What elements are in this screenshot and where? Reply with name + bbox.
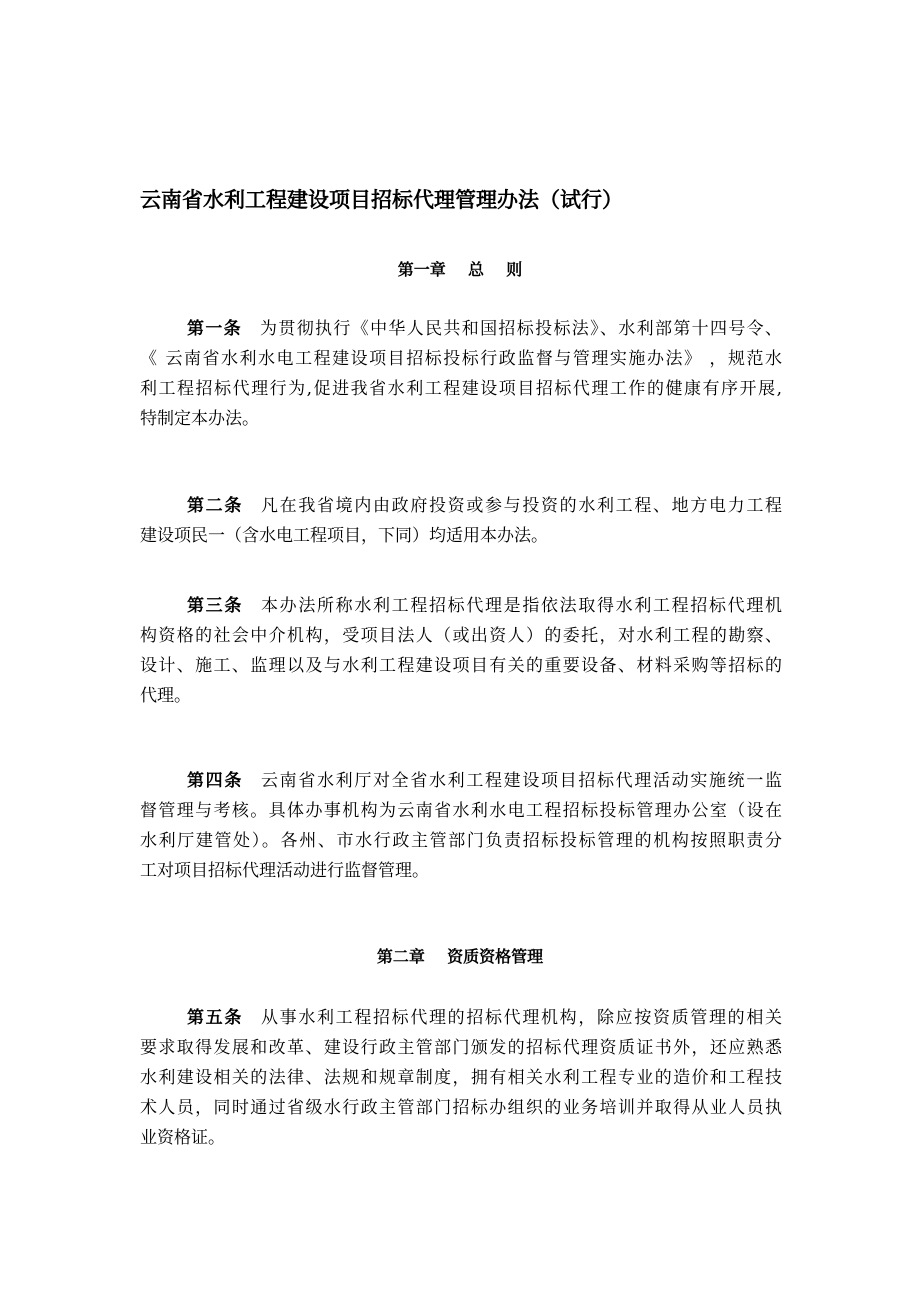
article-text: 《 云南省水利水电工程建设项目招标投标行政监督与管理实施办法》 ，规范水 bbox=[140, 349, 782, 369]
article-number: 第三条 bbox=[187, 596, 243, 616]
article-text: 代理。 bbox=[140, 686, 191, 706]
article-text: 特制定本办法。 bbox=[140, 409, 259, 429]
article-1 bbox=[140, 314, 782, 434]
article-text: 凡在我省境内由政府投资或参与投资的水利工程、地方电力工程 bbox=[261, 496, 782, 516]
article-first-line bbox=[140, 491, 782, 521]
article-4 bbox=[140, 766, 782, 886]
article-text: 水利建设相关的法律、法规和规章制度，拥有相关水利工程专业的造价和工程技 bbox=[140, 1068, 782, 1088]
article-text: 工对项目招标代理活动进行监督管理。 bbox=[140, 861, 429, 881]
article-text: 业资格证。 bbox=[140, 1128, 225, 1148]
article-text: 为贯彻执行《中华人民共和国招标投标法》、水利部第十四号令、 bbox=[260, 319, 782, 339]
article-text: 云南省水利厅对全省水利工程建设项目招标代理活动实施统一监 bbox=[261, 771, 782, 791]
article-5 bbox=[140, 1003, 782, 1153]
article-number: 第二条 bbox=[187, 496, 243, 516]
article-first-line bbox=[140, 1003, 782, 1033]
article-text: 要求取得发展和改革、建设行政主管部门颁发的招标代理资质证书外，还应熟悉 bbox=[140, 1038, 782, 1058]
article-text: 建设项民一（含水电工程项目，下同）均适用本办法。 bbox=[140, 526, 548, 546]
article-number: 第一条 bbox=[187, 319, 243, 339]
article-number: 第四条 bbox=[187, 771, 243, 791]
article-text: 本办法所称水利工程招标代理是指依法取得水利工程招标代理机 bbox=[261, 596, 782, 616]
article-first-line bbox=[140, 591, 782, 621]
article-text: 术人员，同时通过省级水行政主管部门招标办组织的业务培训并取得从业人员执 bbox=[140, 1098, 782, 1118]
article-number: 第五条 bbox=[187, 1008, 243, 1028]
chapter-heading: 第一章 总 则 bbox=[397, 260, 523, 279]
article-text: 构资格的社会中介机构，受项目法人（或出资人）的委托，对水利工程的勘察、 bbox=[140, 626, 782, 646]
article-text: 督管理与考核。具体办事机构为云南省水利水电工程招标投标管理办公室（设在 bbox=[140, 801, 782, 821]
article-3 bbox=[140, 591, 782, 711]
article-text: 从事水利工程招标代理的招标代理机构，除应按资质管理的相关 bbox=[261, 1008, 782, 1028]
article-text: 利工程招标代理行为,促进我省水利工程建设项目招标代理工作的健康有序开展, bbox=[140, 379, 782, 399]
article-first-line bbox=[140, 766, 782, 796]
article-text: 水利厅建管处）。各州、市水行政主管部门负责招标投标管理的机构按照职责分 bbox=[140, 831, 782, 851]
chapter-heading: 第二章 资质资格管理 bbox=[376, 947, 544, 966]
article-2 bbox=[140, 491, 782, 551]
article-text: 设计、施工、监理以及与水利工程建设项目有关的重要设备、材料采购等招标的 bbox=[140, 656, 782, 676]
article-first-line bbox=[140, 314, 782, 344]
document-title: 云南省水利工程建设项目招标代理管理办法（试行） bbox=[140, 188, 623, 212]
